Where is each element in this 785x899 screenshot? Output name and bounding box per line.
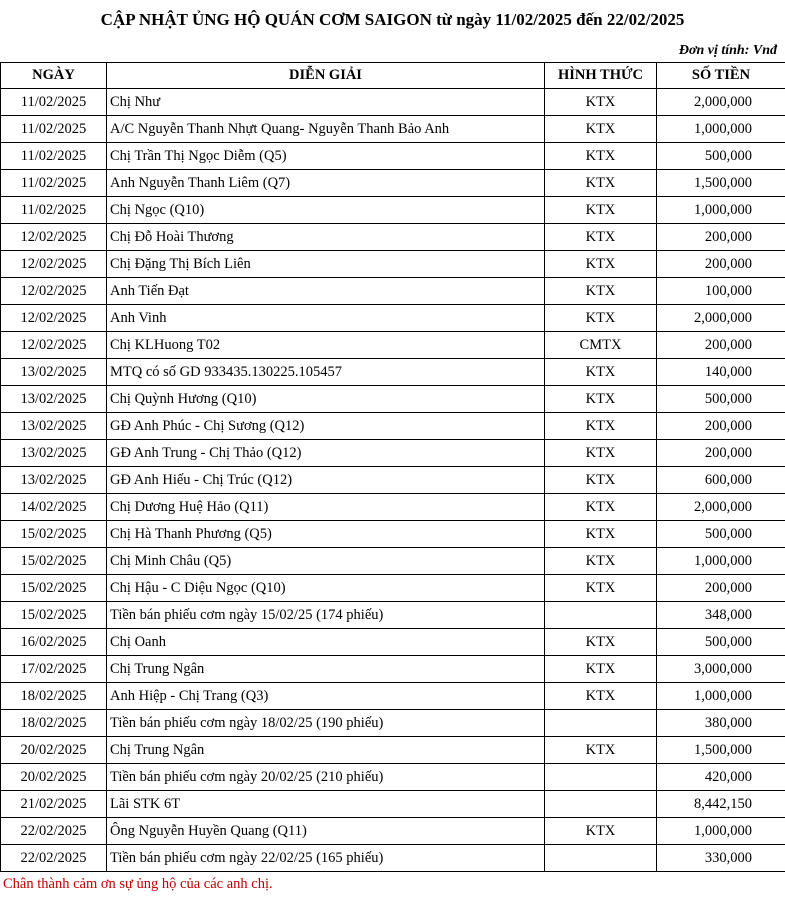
cell-method: KTX: [545, 737, 657, 764]
cell-date: 14/02/2025: [1, 494, 107, 521]
cell-method: CMTX: [545, 332, 657, 359]
cell-description: Ông Nguyễn Huyền Quang (Q11): [107, 818, 545, 845]
cell-amount: 600,000: [657, 467, 785, 494]
cell-amount: 200,000: [657, 251, 785, 278]
cell-method: KTX: [545, 116, 657, 143]
cell-date: 18/02/2025: [1, 710, 107, 737]
table-row: [1, 224, 785, 251]
cell-description: Tiền bán phiếu cơm ngày 18/02/25 (190 phiếu): [107, 710, 545, 737]
cell-method: KTX: [545, 629, 657, 656]
table-row: [1, 710, 785, 737]
cell-amount: 500,000: [657, 386, 785, 413]
unit-label: Đơn vị tính: Vnđ: [678, 43, 777, 58]
cell-description: Chị Oanh: [107, 629, 545, 656]
cell-method: KTX: [545, 656, 657, 683]
table-row: [1, 764, 785, 791]
cell-method: KTX: [545, 413, 657, 440]
cell-amount: 348,000: [657, 602, 785, 629]
cell-date: 12/02/2025: [1, 305, 107, 332]
cell-description: Anh Nguyễn Thanh Liêm (Q7): [107, 170, 545, 197]
cell-method: KTX: [545, 467, 657, 494]
cell-description: Chị Trung Ngân: [107, 656, 545, 683]
cell-amount: 2,000,000: [657, 494, 785, 521]
cell-date: 12/02/2025: [1, 332, 107, 359]
cell-amount: 8,442,150: [657, 791, 785, 818]
cell-method: KTX: [545, 440, 657, 467]
table-row: [1, 629, 785, 656]
cell-method: KTX: [545, 818, 657, 845]
cell-description: GĐ Anh Hiếu - Chị Trúc (Q12): [107, 467, 545, 494]
cell-description: Chị Hậu - C Diệu Ngọc (Q10): [107, 575, 545, 602]
cell-description: Lãi STK 6T: [107, 791, 545, 818]
cell-method: KTX: [545, 359, 657, 386]
cell-date: 11/02/2025: [1, 170, 107, 197]
cell-method: KTX: [545, 170, 657, 197]
cell-amount: 500,000: [657, 629, 785, 656]
cell-description: Chị Đỗ Hoài Thương: [107, 224, 545, 251]
cell-method: KTX: [545, 305, 657, 332]
table-row: [1, 170, 785, 197]
cell-method: KTX: [545, 224, 657, 251]
cell-date: 15/02/2025: [1, 548, 107, 575]
cell-method: [545, 791, 657, 818]
cell-description: Chị Ngọc (Q10): [107, 197, 545, 224]
cell-amount: 2,000,000: [657, 305, 785, 332]
table-row: [1, 116, 785, 143]
cell-amount: 3,000,000: [657, 656, 785, 683]
cell-method: KTX: [545, 386, 657, 413]
cell-method: KTX: [545, 143, 657, 170]
cell-amount: 1,000,000: [657, 683, 785, 710]
cell-amount: 200,000: [657, 575, 785, 602]
cell-description: Tiền bán phiếu cơm ngày 20/02/25 (210 phiếu): [107, 764, 545, 791]
table-row: [1, 359, 785, 386]
cell-date: 15/02/2025: [1, 602, 107, 629]
cell-amount: 1,000,000: [657, 197, 785, 224]
cell-amount: 2,000,000: [657, 89, 785, 116]
cell-amount: 200,000: [657, 224, 785, 251]
cell-description: Anh Tiến Đạt: [107, 278, 545, 305]
table-row: [1, 791, 785, 818]
cell-date: 20/02/2025: [1, 737, 107, 764]
cell-amount: 1,500,000: [657, 737, 785, 764]
table-row: [1, 656, 785, 683]
cell-description: MTQ có số GD 933435.130225.105457: [107, 359, 545, 386]
table-row: [1, 197, 785, 224]
cell-amount: 420,000: [657, 764, 785, 791]
cell-amount: 100,000: [657, 278, 785, 305]
table-row: [1, 332, 785, 359]
cell-date: 13/02/2025: [1, 467, 107, 494]
thank-you-note: Chân thành cảm ơn sự ủng hộ của các anh chị.: [3, 876, 273, 892]
cell-description: Chị Hà Thanh Phương (Q5): [107, 521, 545, 548]
cell-method: KTX: [545, 683, 657, 710]
cell-date: 20/02/2025: [1, 764, 107, 791]
cell-method: KTX: [545, 494, 657, 521]
column-header-description: DIỄN GIẢI: [107, 63, 545, 89]
table-row: [1, 89, 785, 116]
cell-description: Chị Như: [107, 89, 545, 116]
cell-description: GĐ Anh Phúc - Chị Sương (Q12): [107, 413, 545, 440]
cell-amount: 1,500,000: [657, 170, 785, 197]
cell-date: 12/02/2025: [1, 278, 107, 305]
table-row: [1, 386, 785, 413]
cell-date: 13/02/2025: [1, 440, 107, 467]
cell-method: KTX: [545, 548, 657, 575]
donation-table: [0, 62, 785, 872]
cell-date: 12/02/2025: [1, 251, 107, 278]
cell-amount: 140,000: [657, 359, 785, 386]
cell-method: KTX: [545, 521, 657, 548]
cell-date: 13/02/2025: [1, 386, 107, 413]
table-row: [1, 440, 785, 467]
cell-method: [545, 602, 657, 629]
table-header-row: [1, 63, 785, 89]
cell-description: GĐ Anh Trung - Chị Thảo (Q12): [107, 440, 545, 467]
cell-date: 11/02/2025: [1, 89, 107, 116]
cell-date: 11/02/2025: [1, 197, 107, 224]
table-row: [1, 251, 785, 278]
page-title: CẬP NHẬT ỦNG HỘ QUÁN CƠM SAIGON từ ngày 11/02/2025 đến 22/02/2025: [100, 10, 685, 29]
table-row: [1, 818, 785, 845]
cell-amount: 500,000: [657, 521, 785, 548]
cell-date: 16/02/2025: [1, 629, 107, 656]
cell-description: Chị KLHuong T02: [107, 332, 545, 359]
cell-date: 13/02/2025: [1, 413, 107, 440]
cell-date: 22/02/2025: [1, 818, 107, 845]
cell-description: A/C Nguyễn Thanh Nhựt Quang- Nguyễn Thanh Bảo Anh: [107, 116, 545, 143]
cell-date: 22/02/2025: [1, 845, 107, 872]
table-row: [1, 575, 785, 602]
cell-amount: 200,000: [657, 440, 785, 467]
cell-description: Chị Trung Ngân: [107, 737, 545, 764]
cell-date: 15/02/2025: [1, 521, 107, 548]
table-row: [1, 602, 785, 629]
cell-amount: 500,000: [657, 143, 785, 170]
cell-method: [545, 764, 657, 791]
cell-description: Chị Trần Thị Ngọc Diễm (Q5): [107, 143, 545, 170]
cell-amount: 1,000,000: [657, 818, 785, 845]
cell-date: 13/02/2025: [1, 359, 107, 386]
cell-method: KTX: [545, 89, 657, 116]
cell-description: Anh Vinh: [107, 305, 545, 332]
cell-method: KTX: [545, 197, 657, 224]
cell-amount: 1,000,000: [657, 116, 785, 143]
cell-description: Chị Minh Châu (Q5): [107, 548, 545, 575]
cell-method: [545, 710, 657, 737]
table-row: [1, 143, 785, 170]
cell-amount: 330,000: [657, 845, 785, 872]
table-row: [1, 278, 785, 305]
cell-date: 12/02/2025: [1, 224, 107, 251]
table-row: [1, 494, 785, 521]
table-row: [1, 467, 785, 494]
cell-method: KTX: [545, 575, 657, 602]
table-row: [1, 413, 785, 440]
column-header-amount: SỐ TIỀN: [657, 63, 785, 89]
table-row: [1, 845, 785, 872]
cell-date: 21/02/2025: [1, 791, 107, 818]
cell-description: Chị Dương Huệ Hảo (Q11): [107, 494, 545, 521]
cell-amount: 380,000: [657, 710, 785, 737]
cell-amount: 1,000,000: [657, 548, 785, 575]
cell-date: 11/02/2025: [1, 116, 107, 143]
cell-description: Tiền bán phiếu cơm ngày 22/02/25 (165 phiếu): [107, 845, 545, 872]
table-row: [1, 548, 785, 575]
cell-description: Chị Quỳnh Hương (Q10): [107, 386, 545, 413]
cell-amount: 200,000: [657, 413, 785, 440]
cell-date: 18/02/2025: [1, 683, 107, 710]
cell-description: Anh Hiệp - Chị Trang (Q3): [107, 683, 545, 710]
column-header-date: NGÀY: [1, 63, 107, 89]
table-row: [1, 737, 785, 764]
cell-amount: 200,000: [657, 332, 785, 359]
cell-description: Tiền bán phiếu cơm ngày 15/02/25 (174 phiếu): [107, 602, 545, 629]
column-header-method: HÌNH THỨC: [545, 63, 657, 89]
cell-method: [545, 845, 657, 872]
cell-method: KTX: [545, 278, 657, 305]
cell-description: Chị Đặng Thị Bích Liên: [107, 251, 545, 278]
cell-date: 15/02/2025: [1, 575, 107, 602]
cell-date: 11/02/2025: [1, 143, 107, 170]
cell-method: KTX: [545, 251, 657, 278]
table-row: [1, 683, 785, 710]
cell-date: 17/02/2025: [1, 656, 107, 683]
table-row: [1, 305, 785, 332]
table-row: [1, 521, 785, 548]
